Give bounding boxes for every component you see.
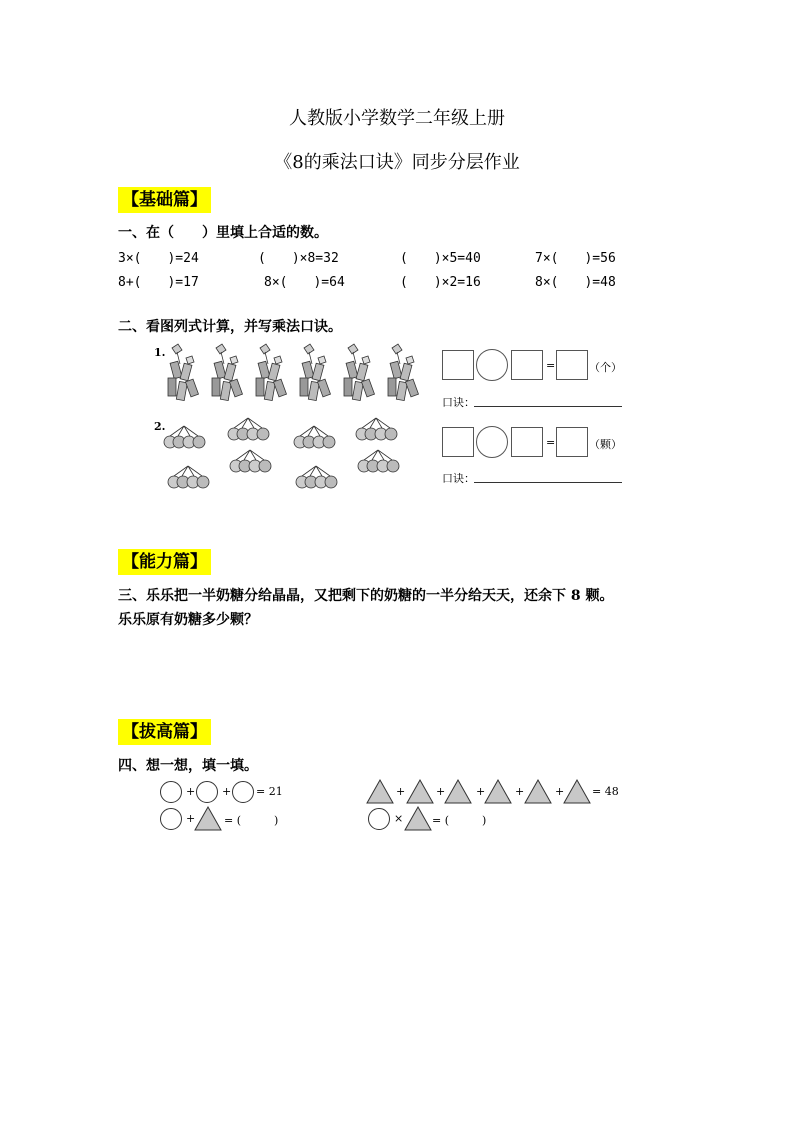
plus-1: +	[186, 785, 196, 798]
koujue-label-2: 口诀：	[442, 472, 475, 485]
cherry-group-1	[164, 426, 205, 448]
cherry-group-6	[230, 450, 271, 472]
circle-shape-1	[160, 781, 182, 803]
section-basic-tag: 【基础篇】	[118, 187, 211, 213]
equals-1: =	[546, 359, 556, 372]
q1-eq-4: 7×( )=56	[535, 251, 616, 266]
answer-box-1a[interactable]	[442, 350, 474, 380]
toy-group-2	[212, 344, 242, 401]
toy-group-3	[256, 344, 286, 401]
q4-title: 四、想一想，填一填。	[118, 758, 258, 774]
circle-shape-2	[196, 781, 218, 803]
equals-48: = 48	[592, 785, 619, 798]
circle-shape-3	[232, 781, 254, 803]
circle-shape-5	[368, 808, 390, 830]
cherry-group-4	[356, 418, 397, 440]
equals-blank-2[interactable]: = ( )	[432, 814, 487, 827]
q2-item1-number: 1.	[154, 346, 166, 359]
cherry-group-2	[228, 418, 269, 440]
unit-ge: （个）	[589, 361, 622, 374]
triangle-shape-1	[194, 806, 222, 831]
section-advanced-tag: 【拔高篇】	[118, 719, 211, 745]
answer-box-2b[interactable]	[511, 427, 543, 457]
operator-circle-1[interactable]	[476, 349, 508, 381]
operator-circle-2[interactable]	[476, 426, 508, 458]
koujue-label-1: 口诀：	[442, 396, 475, 409]
q2-title: 二、看图列式计算，并写乘法口诀。	[118, 319, 342, 335]
triangle-shape-6	[524, 779, 552, 804]
plus-8: +	[555, 785, 565, 798]
triangle-shape-8	[404, 806, 432, 831]
plus-6: +	[476, 785, 486, 798]
q1-eq-1: 3×( )=24	[118, 251, 199, 266]
circle-shape-4	[160, 808, 182, 830]
triangle-shape-5	[484, 779, 512, 804]
toy-group-4	[300, 344, 330, 401]
q2-item2-number: 2.	[154, 420, 166, 433]
cherry-group-8	[358, 450, 399, 472]
q3-line2: 乐乐原有奶糖多少颗？	[118, 612, 258, 628]
koujue-line-1[interactable]	[474, 406, 622, 407]
cherry-group-3	[294, 426, 335, 448]
cherry-group-5	[168, 466, 209, 488]
q1-eq-3: ( )×5=40	[400, 251, 481, 266]
page-title: 人教版小学数学二年级上册	[289, 108, 505, 129]
toy-group-6	[388, 344, 418, 401]
koujue-line-2[interactable]	[474, 482, 622, 483]
triangle-shape-2	[366, 779, 394, 804]
cherry-groups-image	[160, 416, 420, 496]
q1-eq-8: 8×( )=48	[535, 275, 616, 290]
answer-box-1c[interactable]	[556, 350, 588, 380]
answer-box-2c[interactable]	[556, 427, 588, 457]
cherry-group-7	[296, 466, 337, 488]
q1-eq-5: 8+( )=17	[118, 275, 199, 290]
toy-group-5	[344, 344, 374, 401]
plus-7: +	[515, 785, 525, 798]
answer-box-1b[interactable]	[511, 350, 543, 380]
toy-group-1	[168, 344, 198, 401]
section-ability-tag: 【能力篇】	[118, 549, 211, 575]
unit-ke: （颗）	[589, 438, 622, 451]
answer-box-2a[interactable]	[442, 427, 474, 457]
page-subtitle: 《8的乘法口诀》同步分层作业	[274, 152, 520, 173]
q1-title: 一、在（ ）里填上合适的数。	[118, 225, 328, 241]
q1-eq-7: ( )×2=16	[400, 275, 481, 290]
toy-groups-image	[160, 342, 430, 408]
equals-21: = 21	[256, 785, 283, 798]
plus-4: +	[396, 785, 406, 798]
times-sign: ×	[394, 812, 404, 825]
triangle-shape-4	[444, 779, 472, 804]
q3-line1: 三、乐乐把一半奶糖分给晶晶，又把剩下的奶糖的一半分给天天，还余下 8 颗。	[118, 588, 614, 604]
plus-2: +	[222, 785, 232, 798]
q1-eq-2: ( )×8=32	[258, 251, 339, 266]
q1-eq-6: 8×( )=64	[264, 275, 345, 290]
equals-blank-1[interactable]: = ( )	[224, 814, 279, 827]
triangle-shape-7	[563, 779, 591, 804]
equals-2: =	[546, 436, 556, 449]
triangle-shape-3	[406, 779, 434, 804]
plus-5: +	[436, 785, 446, 798]
plus-3: +	[186, 812, 196, 825]
